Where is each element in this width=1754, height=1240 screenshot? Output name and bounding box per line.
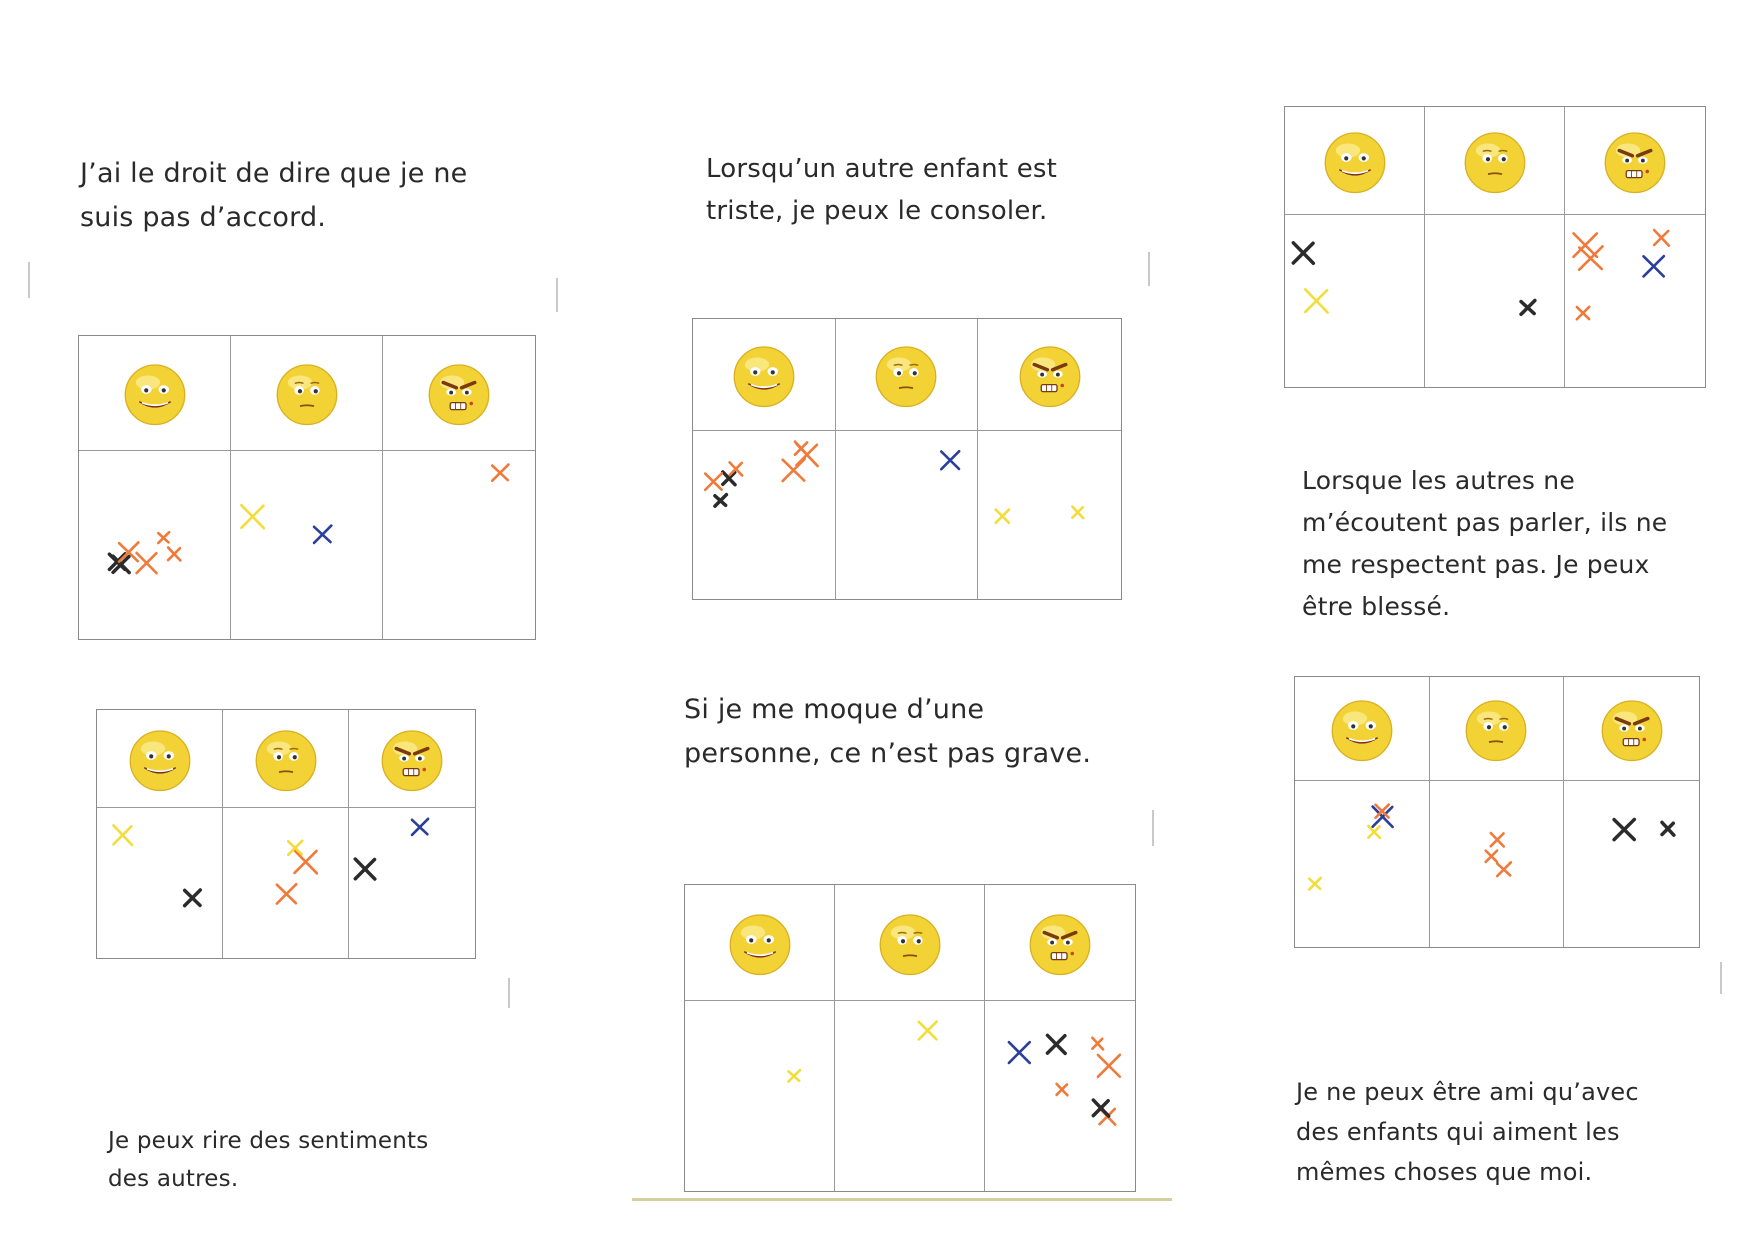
vote-mark-black [1614, 819, 1634, 839]
vote-grid-card-1 [78, 335, 536, 640]
statement-line: des autres. [108, 1166, 239, 1192]
face-cell [231, 336, 383, 451]
statement-line: Lorsqu’un autre enfant est [706, 154, 1058, 184]
vote-mark-yellow [788, 1070, 799, 1081]
face-cell [693, 319, 836, 431]
face-cell [79, 336, 231, 451]
vote-mark-yellow [1309, 878, 1320, 889]
vote-marks [223, 808, 348, 958]
vote-mark-black [1293, 243, 1313, 263]
happy-face-icon [1327, 694, 1397, 764]
vote-grid-card-3 [1284, 106, 1706, 388]
vote-cell-angry-face [978, 431, 1121, 599]
vote-cell-angry-face [383, 451, 535, 639]
vote-mark-orange [1092, 1038, 1103, 1050]
vote-cell-happy-face [1295, 781, 1430, 947]
vote-cell-happy-face [693, 431, 836, 599]
vote-mark-yellow [1073, 507, 1084, 518]
face-cell [1295, 677, 1430, 781]
statement-card-1 [80, 152, 467, 240]
statement-card-4 [108, 1122, 428, 1198]
vote-mark-black [723, 472, 735, 485]
vote-cell-neutral-face [1430, 781, 1565, 947]
vote-mark-black [355, 859, 375, 879]
vote-mark-navy [314, 526, 331, 543]
vote-marks [1430, 781, 1564, 947]
vote-mark-yellow [1305, 289, 1327, 312]
statement-line: J’ai le droit de dire que je ne [80, 158, 468, 189]
vote-marks [231, 451, 382, 639]
vote-cell-happy-face [685, 1001, 835, 1191]
vote-grid-card-6 [1294, 676, 1700, 948]
statement-line: m’écoutent pas parler, ils ne [1302, 508, 1668, 537]
scan-mark [1152, 810, 1154, 846]
statement-card-5 [684, 688, 1091, 776]
vote-cell-neutral-face [835, 1001, 985, 1191]
vote-marks [693, 431, 835, 599]
neutral-face-icon [1461, 694, 1531, 764]
happy-face-icon [1320, 126, 1390, 196]
vote-cell-angry-face [349, 808, 475, 958]
vote-marks [79, 451, 230, 639]
vote-marks [835, 1001, 984, 1191]
statement-card-3 [1302, 460, 1667, 628]
face-cell [978, 319, 1121, 431]
statement-line: Si je me moque d’une [684, 694, 985, 725]
vote-marks [349, 808, 475, 958]
vote-grid-card-4 [96, 709, 476, 959]
vote-marks [383, 451, 535, 639]
vote-mark-yellow [1368, 826, 1380, 838]
vote-marks [97, 808, 222, 958]
neutral-face-icon [272, 358, 342, 428]
vote-marks [836, 431, 978, 599]
vote-mark-black [185, 890, 201, 906]
vote-cell-happy-face [79, 451, 231, 639]
neutral-face-icon [875, 908, 945, 978]
face-cell [383, 336, 535, 451]
vote-mark-black [1093, 1100, 1108, 1116]
vote-mark-orange [1654, 230, 1669, 246]
scan-mark [28, 262, 30, 298]
vote-mark-navy [941, 451, 959, 469]
page-bottom-rule [632, 1198, 1172, 1201]
face-cell [223, 710, 349, 808]
vote-mark-black [1047, 1035, 1065, 1053]
vote-cell-neutral-face [1425, 215, 1565, 387]
vote-marks [1425, 215, 1564, 387]
face-cell [349, 710, 475, 808]
vote-mark-orange [705, 473, 722, 490]
face-cell [1430, 677, 1565, 781]
statement-line: être blessé. [1302, 592, 1451, 621]
vote-mark-black [1521, 300, 1535, 314]
angry-face-icon [1025, 908, 1095, 978]
vote-marks [1565, 215, 1705, 387]
vote-mark-yellow [996, 510, 1009, 523]
vote-marks [1285, 215, 1424, 387]
happy-face-icon [125, 724, 195, 794]
happy-face-icon [729, 340, 799, 410]
vote-cell-happy-face [97, 808, 223, 958]
angry-face-icon [1597, 694, 1667, 764]
vote-mark-orange [294, 850, 316, 873]
statement-line: me respectent pas. Je peux [1302, 550, 1650, 579]
vote-mark-navy [1644, 256, 1664, 276]
vote-mark-navy [412, 819, 428, 835]
statement-line: Je ne peux être ami qu’avec [1296, 1078, 1639, 1106]
vote-marks [1295, 781, 1429, 947]
vote-cell-neutral-face [223, 808, 349, 958]
angry-face-icon [377, 724, 447, 794]
face-cell [1425, 107, 1565, 215]
statement-line: des enfants qui aiment les [1296, 1118, 1620, 1146]
vote-mark-yellow [113, 825, 132, 845]
face-cell [985, 885, 1135, 1001]
vote-mark-orange [1485, 851, 1496, 862]
vote-marks [978, 431, 1121, 599]
vote-mark-orange [1497, 862, 1511, 876]
vote-mark-orange [1057, 1084, 1068, 1095]
statement-line: personne, ce n’est pas grave. [684, 738, 1092, 769]
happy-face-icon [120, 358, 190, 428]
statement-card-6 [1296, 1072, 1639, 1192]
statement-line: mêmes choses que moi. [1296, 1158, 1593, 1186]
angry-face-icon [424, 358, 494, 428]
vote-cell-angry-face [1564, 781, 1699, 947]
neutral-face-icon [871, 340, 941, 410]
vote-mark-black [715, 495, 726, 506]
vote-grid-card-5 [684, 884, 1136, 1192]
vote-cell-happy-face [1285, 215, 1425, 387]
vote-mark-yellow [241, 505, 263, 528]
vote-marks [685, 1001, 834, 1191]
face-cell [1565, 107, 1705, 215]
vote-mark-yellow [919, 1022, 937, 1040]
vote-marks [1564, 781, 1699, 947]
statement-line: triste, je peux le consoler. [706, 196, 1048, 226]
vote-mark-orange [783, 459, 805, 481]
angry-face-icon [1015, 340, 1085, 410]
statement-line: suis pas d’accord. [80, 202, 327, 233]
vote-grid-card-2 [692, 318, 1122, 600]
vote-cell-angry-face [985, 1001, 1135, 1191]
neutral-face-icon [251, 724, 321, 794]
scan-mark [1148, 252, 1150, 286]
vote-mark-orange [137, 553, 157, 573]
vote-mark-navy [1009, 1042, 1030, 1063]
neutral-face-icon [1460, 126, 1530, 196]
face-cell [685, 885, 835, 1001]
vote-cell-neutral-face [231, 451, 383, 639]
scan-mark [556, 278, 558, 312]
vote-cell-angry-face [1565, 215, 1705, 387]
statement-card-2 [706, 148, 1057, 232]
vote-marks [985, 1001, 1135, 1191]
scan-mark [1720, 962, 1722, 994]
face-cell [1285, 107, 1425, 215]
vote-mark-orange [168, 548, 180, 561]
face-cell [1564, 677, 1699, 781]
statement-line: Lorsque les autres ne [1302, 466, 1575, 495]
vote-mark-orange [1098, 1055, 1120, 1077]
happy-face-icon [725, 908, 795, 978]
vote-mark-orange [158, 532, 169, 543]
vote-mark-orange [277, 884, 296, 903]
vote-mark-orange [1490, 833, 1503, 847]
angry-face-icon [1600, 126, 1670, 196]
vote-mark-orange [492, 465, 508, 481]
scan-mark [508, 978, 510, 1008]
vote-mark-black [1662, 822, 1674, 835]
statement-line: Je peux rire des sentiments [108, 1128, 429, 1154]
face-cell [836, 319, 979, 431]
vote-mark-orange [1577, 307, 1589, 319]
face-cell [97, 710, 223, 808]
vote-cell-neutral-face [836, 431, 979, 599]
face-cell [835, 885, 985, 1001]
